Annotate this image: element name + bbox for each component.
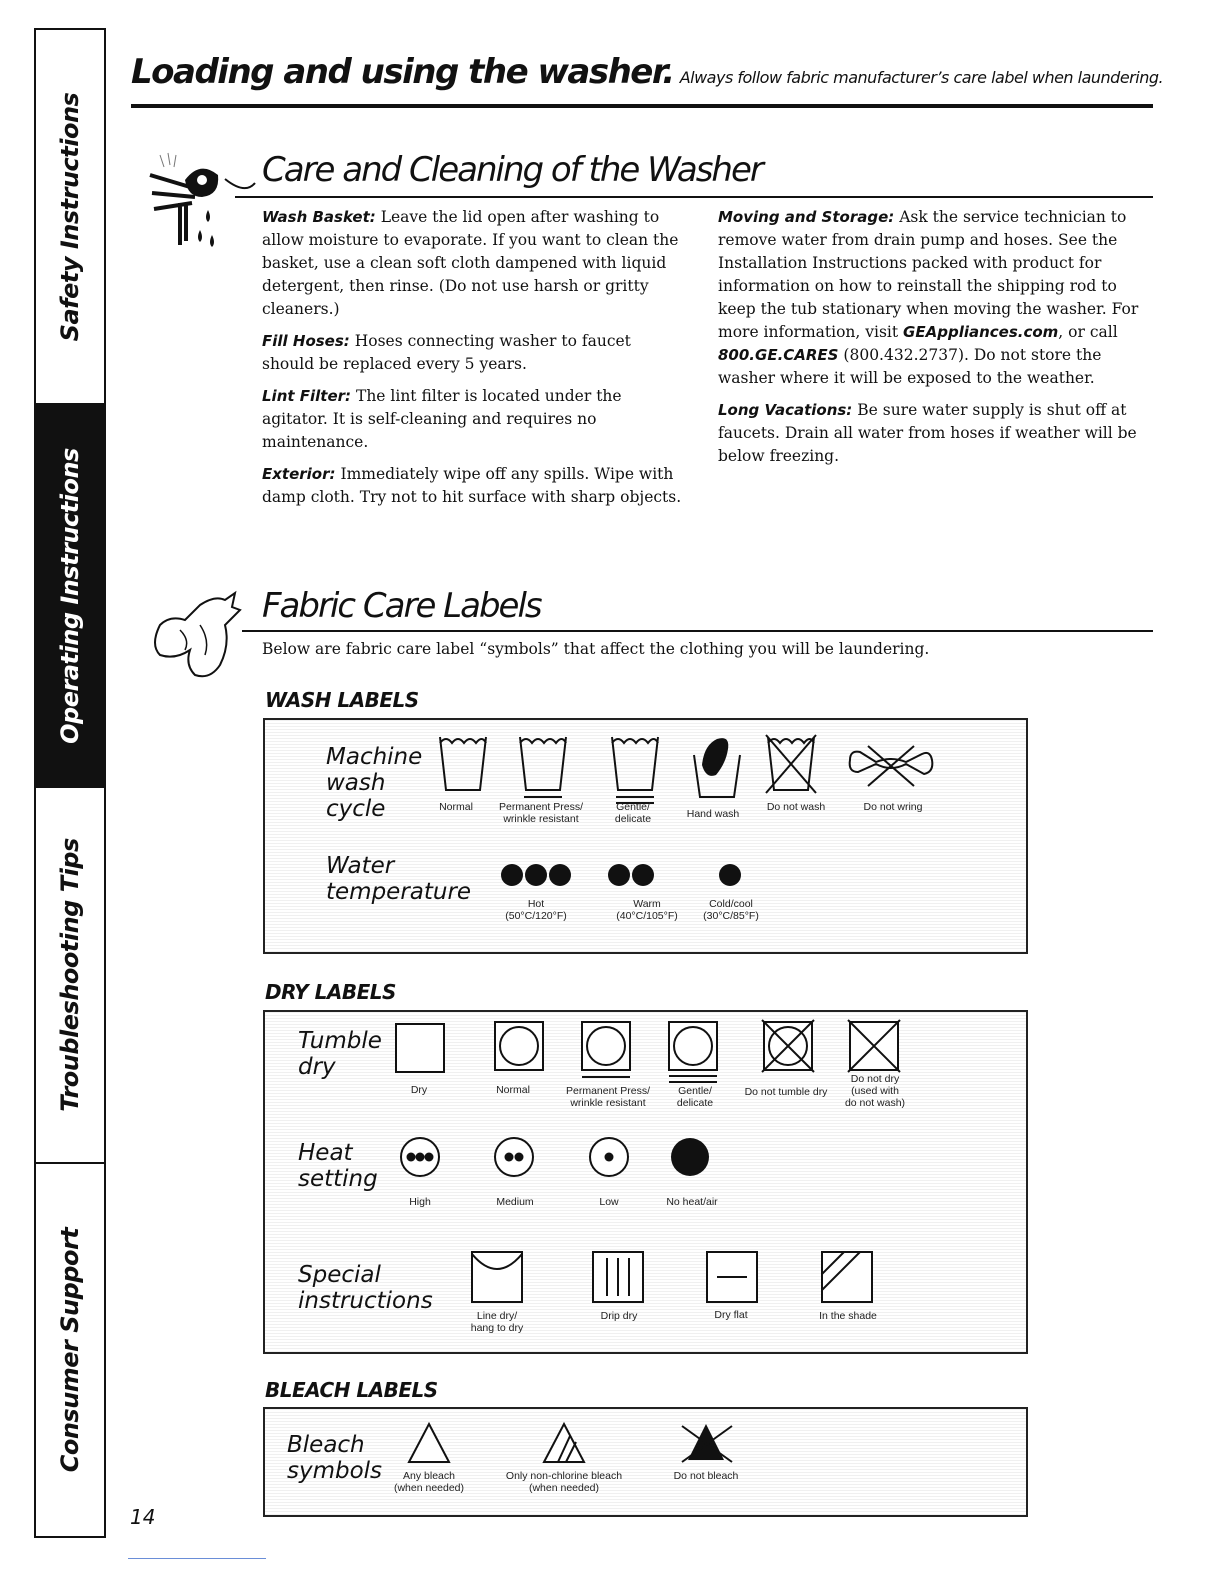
heat-medium-icon: [494, 1137, 536, 1179]
heat-caption: Low: [599, 1196, 619, 1208]
dry-caption: Dry: [410, 1084, 428, 1096]
care-text: Leave the lid open after washing to allow moisture to evaporate. If you want to clean the basket, use a clean soft cloth dampened with liquid detergent, then rinse. (Do not use harsh or gritty cleaners.): [262, 208, 679, 318]
heat-setting-label: [298, 1140, 378, 1192]
website-link[interactable]: GEAppliances.com: [903, 323, 1059, 341]
row-label-line: Machine: [326, 744, 423, 770]
header-divider: [131, 104, 1153, 108]
wash-cycle-label: [326, 744, 422, 822]
row-label-line: temperature: [326, 879, 472, 905]
bleach-caption: Only non-chlorine bleach (when needed): [505, 1470, 623, 1494]
care-item: [262, 385, 682, 454]
care-text: Immediately wipe off any spills. Wipe with damp cloth. Try not to hit surface with sharp objects.: [262, 465, 682, 506]
warm-dot-icon: [608, 864, 630, 886]
shirt-icon: [140, 585, 250, 685]
footer-line: [128, 1558, 266, 1559]
care-divider: [235, 196, 1153, 198]
dry-in-shade-icon: [820, 1250, 876, 1306]
heat-caption: No heat/air: [666, 1196, 718, 1208]
temp-caption: Cold/cool (30°C/85°F): [703, 898, 759, 922]
hot-dot-icon: [525, 864, 547, 886]
tab-label: Safety Instructions: [56, 92, 84, 341]
row-label-line: cycle: [326, 796, 386, 822]
care-term: Long Vacations:: [718, 401, 853, 419]
water-temperature-label: [326, 853, 471, 905]
row-label-line: wash: [326, 770, 386, 796]
care-item: [262, 330, 682, 376]
care-text: (800.432.2737). Do not store the washer where it will be exposed to the weather.: [718, 346, 1102, 387]
do-not-dry-icon: [848, 1020, 902, 1074]
care-section-title: Care and Cleaning of the Washer: [262, 150, 762, 190]
care-left-column: [262, 206, 682, 518]
care-text: Be sure water supply is shut off at faucets. Drain all water from hoses if weather will be below freezing.: [718, 401, 1137, 465]
care-text: The lint filter is located under the agitator. It is self-cleaning and requires no maintenance.: [262, 387, 622, 451]
care-text: , or call: [1058, 323, 1118, 341]
tumble-dry-normal-icon: [493, 1020, 547, 1074]
row-label-line: symbols: [287, 1458, 383, 1484]
row-label-line: instructions: [298, 1288, 433, 1314]
care-term: Wash Basket:: [262, 208, 376, 226]
row-label-line: Special: [298, 1262, 381, 1288]
row-label-line: Water: [326, 853, 395, 879]
dry-icon: [394, 1022, 448, 1076]
wash-caption: Gentle/ delicate: [614, 801, 652, 825]
bleach-caption: Any bleach (when needed): [393, 1470, 465, 1494]
dry-caption: Do not dry (used with do not wash): [844, 1073, 906, 1109]
wash-permanent-press-icon: [518, 735, 568, 805]
wash-basket-icon: [140, 145, 250, 255]
line-dry-icon: [470, 1250, 526, 1306]
water-temperature-dots: [500, 862, 760, 892]
bleach-labels-heading: BLEACH LABELS: [265, 1378, 438, 1402]
care-text: Hoses connecting washer to faucet should be replaced every 5 years.: [262, 332, 631, 373]
special-instructions-label: [298, 1262, 433, 1314]
cold-dot-icon: [719, 864, 741, 886]
warm-dot-icon: [632, 864, 654, 886]
tab-operating-instructions[interactable]: [36, 405, 104, 788]
drip-dry-icon: [591, 1250, 647, 1306]
title-text: Loading and using the washer.: [131, 52, 674, 92]
dry-caption: Normal: [496, 1084, 530, 1096]
row-label-line: setting: [298, 1166, 378, 1192]
dry-caption: Permanent Press/ wrinkle resistant: [565, 1085, 651, 1109]
row-label-line: Tumble: [298, 1028, 382, 1054]
wash-gentle-icon: [610, 735, 660, 810]
tab-consumer-support[interactable]: [36, 1164, 104, 1536]
heat-low-icon: [589, 1137, 631, 1179]
wash-caption: Hand wash: [686, 808, 740, 820]
care-term: Fill Hoses:: [262, 332, 350, 350]
special-caption: Line dry/ hang to dry: [470, 1310, 524, 1334]
heat-high-icon: [400, 1137, 442, 1179]
care-term: Exterior:: [262, 465, 336, 483]
tab-safety-instructions[interactable]: [36, 30, 104, 405]
care-term: Lint Filter:: [262, 387, 352, 405]
wash-caption: Do not wash: [766, 801, 826, 813]
temp-caption: Hot (50°C/120°F): [505, 898, 567, 922]
care-item: [718, 206, 1143, 390]
page-number: 14: [130, 1505, 156, 1529]
temp-caption: Warm (40°C/105°F): [616, 898, 678, 922]
care-text: Ask the service technician to remove water from drain pump and hoses. See the Installation Instructions packed with product for information on how to reinstall the shipping rod to keep the tub stationary when moving the washer. For more information, visit: [718, 208, 1139, 341]
special-caption: In the shade: [819, 1310, 877, 1322]
tab-troubleshooting-tips[interactable]: [36, 788, 104, 1164]
wash-caption: Normal: [439, 801, 473, 813]
page-subtitle: Always follow fabric manufacturer’s care label when laundering.: [679, 68, 1164, 87]
bleach-symbols-label: [287, 1432, 382, 1484]
tumble-dry-gentle-icon: [667, 1020, 721, 1086]
wash-caption: Permanent Press/ wrinkle resistant: [498, 801, 584, 825]
hot-dot-icon: [501, 864, 523, 886]
special-caption: Drip dry: [600, 1310, 638, 1322]
row-label-line: Bleach: [287, 1432, 365, 1458]
tumble-dry-permanent-press-icon: [580, 1020, 634, 1082]
care-right-column: [718, 206, 1143, 477]
tab-label: Troubleshooting Tips: [56, 838, 84, 1112]
heat-caption: Medium: [496, 1196, 534, 1208]
hot-dot-icon: [549, 864, 571, 886]
tab-label: Operating Instructions: [56, 447, 84, 744]
hand-wash-icon: [692, 735, 742, 805]
non-chlorine-bleach-icon: [542, 1422, 586, 1464]
wash-labels-heading: WASH LABELS: [265, 688, 419, 712]
do-not-wash-icon: [766, 735, 816, 795]
fabric-divider: [242, 630, 1153, 632]
page-title: [131, 52, 1163, 92]
bleach-caption: Do not bleach: [673, 1470, 739, 1482]
dry-flat-icon: [705, 1250, 761, 1306]
dry-caption: Gentle/ delicate: [676, 1085, 714, 1109]
section-sidebar: [34, 28, 106, 1538]
do-not-tumble-dry-icon: [762, 1020, 816, 1074]
heat-caption: High: [409, 1196, 431, 1208]
wash-normal-icon: [438, 735, 488, 795]
row-label-line: Heat: [298, 1140, 353, 1166]
row-label-line: dry: [298, 1054, 336, 1080]
do-not-bleach-icon: [678, 1422, 734, 1466]
care-term: Moving and Storage:: [718, 208, 895, 226]
any-bleach-icon: [407, 1422, 451, 1464]
special-caption: Dry flat: [714, 1309, 748, 1321]
phone-number: 800.GE.CARES: [718, 346, 839, 364]
no-heat-icon: [670, 1137, 712, 1179]
tab-label: Consumer Support: [56, 1227, 84, 1473]
care-item: [262, 206, 682, 321]
fabric-intro: Below are fabric care label “symbols” that affect the clothing you will be laundering.: [262, 640, 930, 658]
care-item: [718, 399, 1143, 468]
fabric-section-title: Fabric Care Labels: [262, 586, 541, 626]
tumble-dry-label: [298, 1028, 382, 1080]
wash-caption: Do not wring: [863, 801, 923, 813]
dry-labels-heading: DRY LABELS: [265, 980, 396, 1004]
dry-caption: Do not tumble dry: [744, 1086, 828, 1098]
do-not-wring-icon: [846, 742, 936, 792]
care-item: [262, 463, 682, 509]
